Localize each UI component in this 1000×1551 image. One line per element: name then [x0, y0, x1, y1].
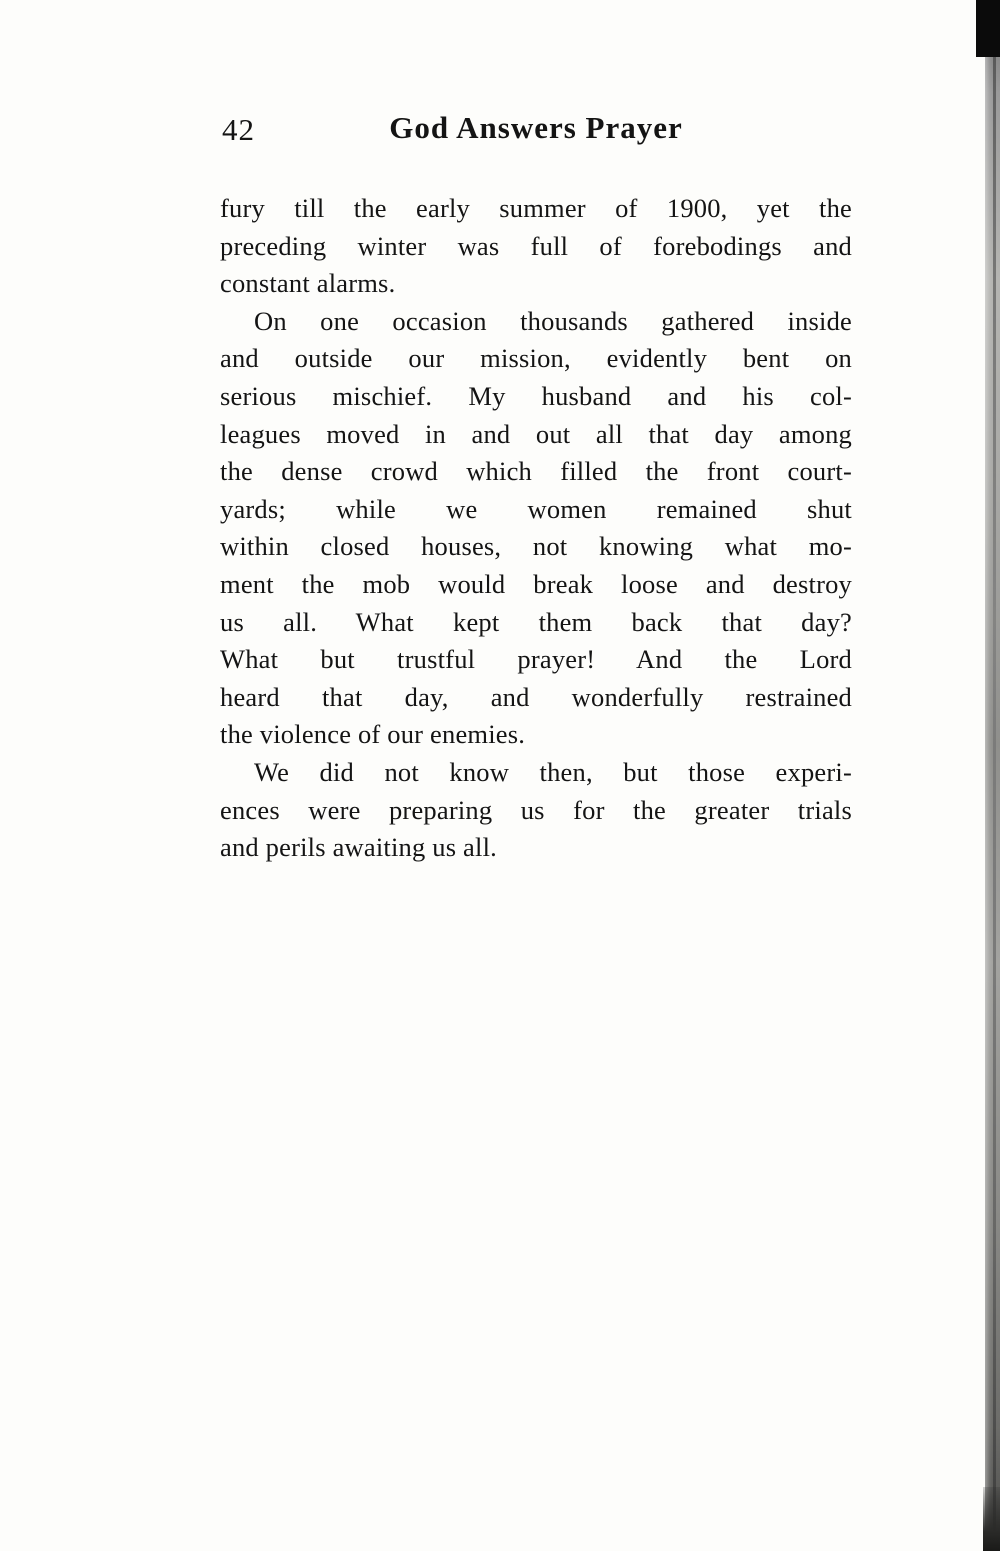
text-line: us all. What kept them back that day?	[220, 606, 852, 637]
scan-binding-shadow	[993, 0, 996, 1551]
text-line: heard that day, and wonderfully restrained	[220, 681, 852, 712]
book-page	[220, 108, 852, 867]
text-line: and outside our mission, evidently bent on	[220, 343, 852, 374]
page-header	[220, 108, 852, 168]
text-line: serious mischief. My husband and his col-	[220, 380, 852, 411]
text-line: What but trustful prayer! And the Lord	[220, 644, 852, 675]
text-line: preceding winter was full of forebodings and	[220, 230, 852, 261]
text-line: the dense crowd which filled the front court-	[220, 456, 852, 487]
text-line: constant alarms.	[220, 268, 396, 299]
body-text	[220, 190, 852, 867]
text-line: We did not know then, but those experi-	[254, 756, 852, 787]
page-number: 42	[222, 112, 255, 147]
text-line: ment the mob would break loose and destroy	[220, 568, 852, 599]
text-line: On one occasion thousands gathered inside	[254, 305, 852, 336]
text-line: fury till the early summer of 1900, yet the	[220, 193, 852, 223]
scan-corner-bottom	[983, 1487, 1000, 1551]
text-line: and perils awaiting us all.	[220, 832, 497, 863]
text-line: yards; while we women remained shut	[220, 493, 852, 524]
scan-binding-edge	[985, 0, 1000, 1551]
text-line: ences were preparing us for the greater trials	[220, 794, 852, 825]
running-head-title: God Answers Prayer	[389, 110, 683, 145]
text-line: the violence of our enemies.	[220, 719, 526, 750]
text-line: leagues moved in and out all that day among	[220, 418, 852, 449]
text-line: within closed houses, not knowing what mo-	[220, 531, 852, 562]
scan-corner-top	[976, 0, 1000, 57]
